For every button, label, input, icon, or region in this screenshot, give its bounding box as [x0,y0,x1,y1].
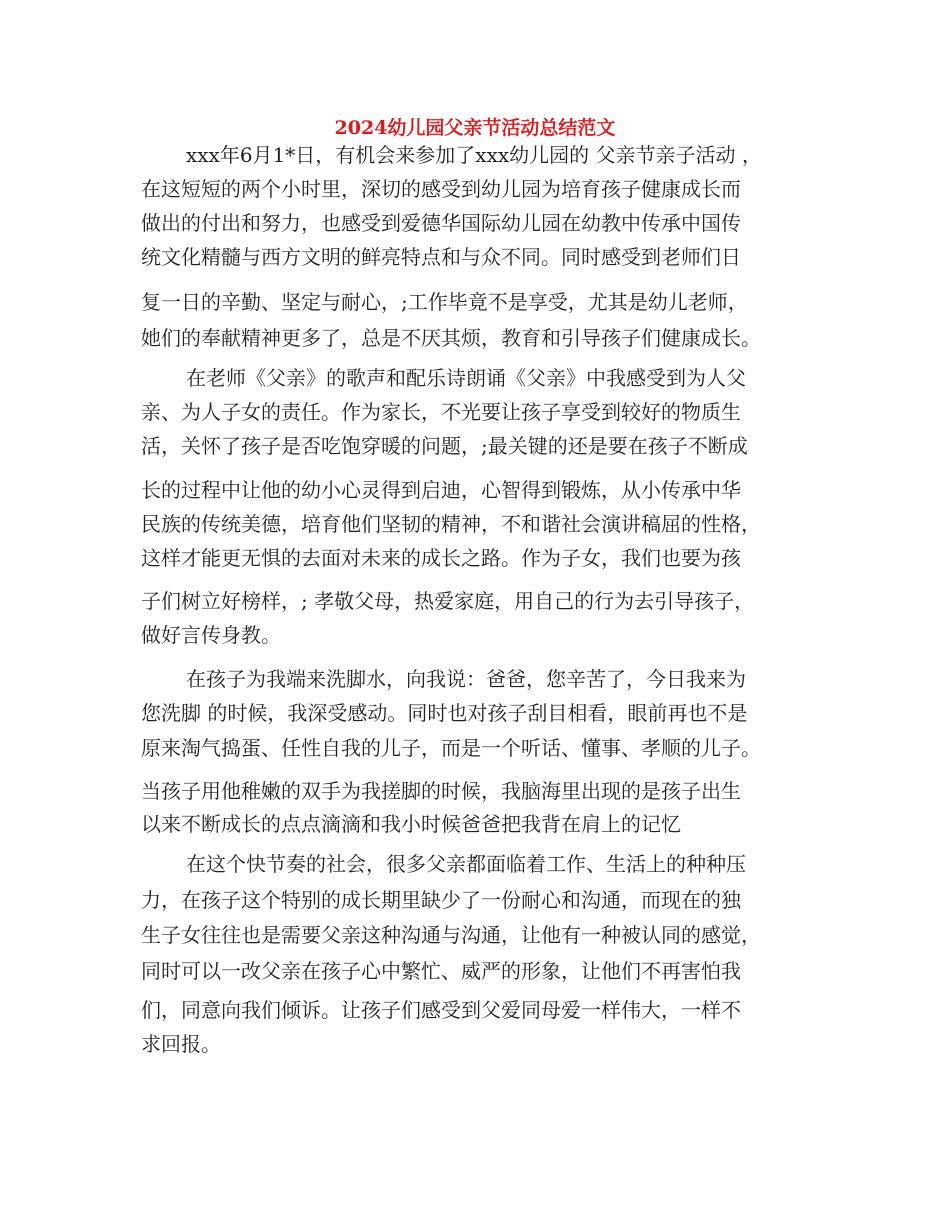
paragraph-2-line-1: 在老师《父亲》的歌声和配乐诗朗诵《父亲》中我感受到为人父 [186,366,746,390]
paragraph-1-line-4: 统文化精髓与西方文明的鲜亮特点和与众不同。同时感受到老师们日 [141,245,741,269]
paragraph-2-line-7: 子们树立好榜样，; 孝敬父母，热爱家庭，用自己的行为去引导孩子， [141,589,755,613]
paragraph-4-line-1: 在这个快节奏的社会，很多父亲都面临着工作、生活上的种种压 [186,852,746,876]
document-title: 2024幼儿园父亲节活动总结范文 [334,117,616,139]
paragraph-1-line-3: 做出的付出和努力，也感受到爱德华国际幼儿园在幼教中传承中国传 [141,211,741,235]
paragraph-2-line-6: 这样才能更无惧的去面对未来的成长之路。作为子女，我们也要为孩 [141,546,741,570]
paragraph-1-line-2: 在这短短的两个小时里，深切的感受到幼儿园为培育孩子健康成长而 [141,177,741,201]
paragraph-4-line-4: 同时可以一改父亲在孩子心中繁忙、威严的形象，让他们不再害怕我 [141,959,741,983]
paragraph-2-line-8: 做好言传身教。 [141,623,281,647]
paragraph-2-line-3: 活，关怀了孩子是否吃饱穿暖的问题，;最关键的还是要在孩子不断成 [141,434,748,458]
paragraph-1-line-6: 她们的奉献精神更多了，总是不厌其烦，教育和引导孩子们健康成长。 [141,326,761,350]
paragraph-2-line-2: 亲、为人子女的责任。作为家长，不光要让孩子享受到较好的物质生 [141,400,741,424]
paragraph-4-line-5: 们，同意向我们倾诉。让孩子们感受到父爱同母爱一样伟大，一样不 [141,998,741,1022]
paragraph-3-line-1: 在孩子为我端来洗脚水，向我说：爸爸，您辛苦了，今日我来为 [186,667,746,691]
paragraph-3-line-2: 您洗脚 的时候，我深受感动。同时也对孩子刮目相看，眼前再也不是 [141,701,748,725]
paragraph-3-line-4: 当孩子用他稚嫩的双手为我搓脚的时候，我脑海里出现的是孩子出生 [141,779,741,803]
paragraph-2-line-4: 长的过程中让他的幼小心灵得到启迪，心智得到锻炼，从小传承中华 [141,478,741,502]
paragraph-1-line-1: xxx年6月1*日，有机会来参加了xxx幼儿园的 父亲节亲子活动 ， [186,143,762,167]
paragraph-3-line-3: 原来淘气捣蛋、任性自我的儿子，而是一个听话、懂事、孝顺的儿子。 [141,736,761,760]
paragraph-2-line-5: 民族的传统美德，培育他们坚韧的精神，不和谐社会演讲稿屈的性格， [141,512,761,536]
paragraph-3-line-5: 以来不断成长的点点滴滴和我小时候爸爸把我背在肩上的记忆 [141,812,681,836]
paragraph-4-line-2: 力，在孩子这个特别的成长期里缺少了一份耐心和沟通，而现在的独 [141,888,741,912]
paragraph-1-line-5: 复一日的辛勤、坚定与耐心，;工作毕竟不是享受，尤其是幼儿老师， [141,290,748,314]
paragraph-4-line-3: 生子女往往也是需要父亲这种沟通与沟通，让他有一种被认同的感觉， [141,923,761,947]
paragraph-4-line-6: 求回报。 [141,1032,221,1056]
